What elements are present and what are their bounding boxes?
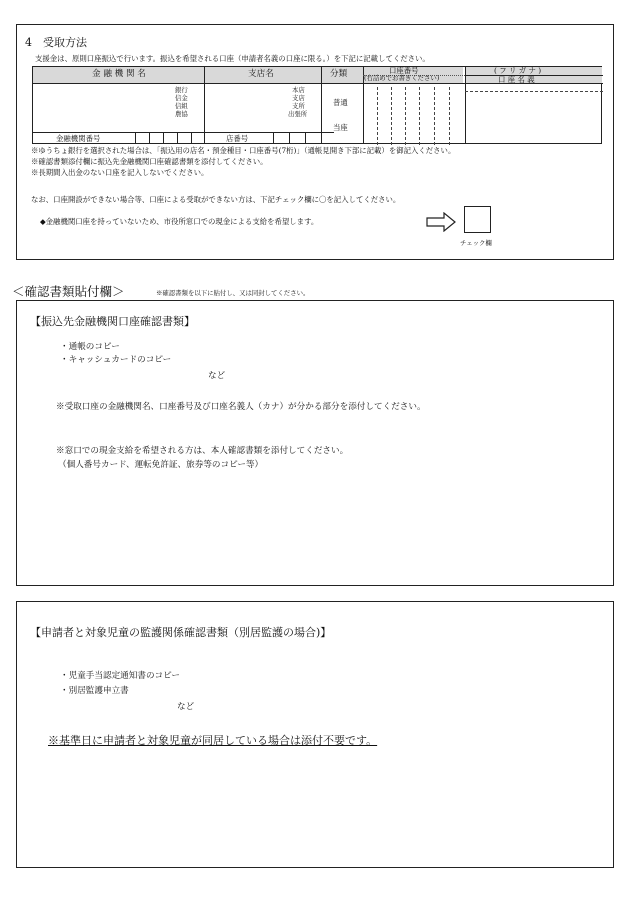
box1-title: 【振込先金融機関口座確認書類】 — [30, 315, 195, 328]
box2-etc: など — [177, 702, 195, 712]
box2-note: ※基準日に申請者と対象児童が同居している場合は添付不要です。 — [48, 734, 378, 747]
box2-item-notice: ・児童手当認定通知書のコピー — [60, 671, 180, 681]
check-label: チェック欄 — [460, 239, 492, 247]
box2-item-statement: ・別居監護申立書 — [60, 686, 129, 696]
box1-item-cashcard: ・キャッシュカードのコピー — [60, 355, 172, 365]
box1-note-account: ※受取口座の金融機関名、口座番号及び口座名義人（カナ）が分かる部分を添付してください。 — [56, 402, 426, 412]
bank-kind-nokyo: 農協 — [175, 110, 188, 118]
header-branch-name: 支店名 — [248, 69, 274, 79]
box1-note-cash-sub: （個人番号カード、運転免許証、旅券等のコピー等） — [58, 460, 264, 470]
note-attach: ※確認書類添付欄に振込先金融機関口座確認書類を添付してください。 — [31, 157, 268, 166]
bank-kind-bank: 銀行 — [175, 86, 188, 94]
attach-heading-note: ※確認書類を以下に貼付し、又は同封してください。 — [156, 289, 310, 297]
box1-etc: など — [208, 371, 226, 381]
branch-kind-sub: 出張所 — [288, 110, 308, 118]
header-account-number: 口座番号 — [389, 66, 419, 75]
section4-intro: 支援金は、原則口座振込で行います。振込を希望される口座（申請者名義の口座に限る。）を下記に記載してください。 — [35, 54, 430, 63]
header-bank-name: 金 融 機 関 名 — [92, 69, 146, 79]
box1-item-passbook: ・通帳のコピー — [60, 342, 120, 352]
attach-heading: ＜確認書類貼付欄＞ — [12, 284, 125, 299]
branch-code-label: 店番号 — [226, 134, 249, 143]
section4-title: 4 受取方法 — [25, 36, 87, 49]
type-toza: 当座 — [333, 123, 348, 132]
note-dormant: ※長期間入出金のない口座を記入しないでください。 — [31, 168, 209, 177]
cash-check-box[interactable] — [464, 206, 491, 233]
bank-kind-shinso: 信組 — [175, 102, 188, 110]
branch-kind-head: 本店 — [292, 86, 305, 94]
branch-kind-branch: 支店 — [292, 94, 305, 102]
box2-title: 【申請者と対象児童の監護関係確認書類（別居監護の場合)】 — [30, 626, 332, 639]
type-futsu: 普通 — [333, 98, 348, 107]
header-type: 分類 — [330, 69, 348, 79]
bank-kind-shinkin: 信金 — [175, 94, 188, 102]
header-kana: ( フ リ ガ ナ ) — [494, 66, 542, 75]
arrow-right-icon — [426, 212, 456, 232]
note-yucho: ※ゆうちょ銀行を選択された場合は、「振込用の店名・預金種目・口座番号(7桁)」（通帳見開き下部に記載）を御記入ください。 — [31, 146, 456, 155]
bank-code-label: 金融機関番号 — [56, 134, 101, 143]
header-account-sub: (右詰めでお書きください) — [364, 74, 440, 82]
no-account-note: なお、口座開設ができない場合等、口座による受取ができない方は、下記チェック欄に〇を記入してください。 — [31, 195, 401, 204]
box1-note-cash: ※窓口での現金支給を希望される方は、本人確認書類を添付してください。 — [56, 446, 349, 456]
cash-option: ◆金融機関口座を持っていないため、市役所窓口での現金による支給を希望します。 — [40, 217, 319, 226]
branch-kind-office: 支所 — [292, 102, 305, 110]
header-holder: 口 座 名 義 — [498, 75, 535, 84]
